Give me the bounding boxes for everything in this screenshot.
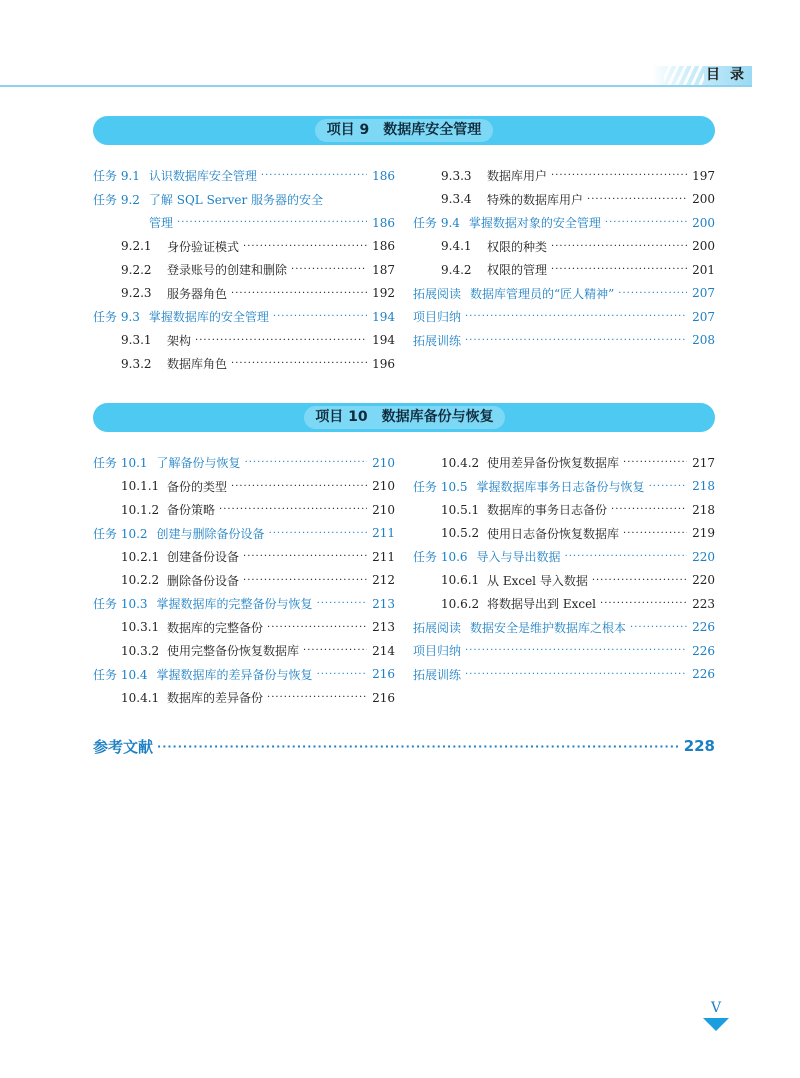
- toc-entry-page: 220: [692, 573, 715, 588]
- toc-entry-label: 从 Excel 导入数据: [487, 573, 588, 588]
- leader-dots: [605, 217, 687, 228]
- toc-entry-number: 任务 10.2: [93, 526, 148, 541]
- leader-dots: [195, 335, 367, 346]
- toc-entry-number: 10.2.1: [121, 549, 160, 564]
- toc-entry-number: 任务 10.5: [413, 479, 468, 494]
- leader-dots: [219, 504, 367, 515]
- leader-dots: [291, 264, 367, 275]
- toc-entry-label: 权限的管理: [487, 263, 548, 278]
- toc-entry-label: 项目归纳: [413, 644, 462, 659]
- toc-entry-number: 10.6.2: [441, 596, 480, 611]
- leader-dots: [630, 622, 687, 633]
- toc-entry-label: 架构: [167, 333, 192, 348]
- leader-dots: [565, 551, 687, 562]
- toc-entry-label: 创建备份设备: [167, 550, 240, 565]
- toc-entry-label: 使用差异备份恢复数据库: [487, 456, 620, 471]
- leader-dots: [465, 311, 687, 322]
- toc-entry-number: 10.1.2: [121, 502, 160, 517]
- header-title: 目录: [706, 67, 754, 83]
- toc-entry-page: 200: [692, 192, 715, 207]
- toc-entry-label: 特殊的数据库用户: [487, 192, 584, 207]
- toc-entry-page: 217: [692, 455, 715, 470]
- toc-entry-page: 194: [372, 333, 395, 348]
- section-10-title: 项目 10 数据库备份与恢复: [304, 406, 505, 429]
- toc-entry-number: 9.3.3: [441, 168, 472, 183]
- toc-entry-page: 186: [372, 239, 395, 254]
- leader-dots: [465, 645, 687, 656]
- toc-entry[interactable]: [413, 329, 715, 353]
- header-stripes-decoration: [664, 66, 704, 85]
- toc-entry[interactable]: [93, 639, 395, 663]
- leader-dots: [623, 457, 687, 468]
- toc-entry[interactable]: [93, 569, 395, 593]
- toc-entry[interactable]: [413, 498, 715, 522]
- section-10-left-column: [93, 451, 395, 710]
- toc-entry[interactable]: [413, 211, 715, 235]
- toc-entry-number: 任务 10.4: [93, 667, 148, 682]
- leader-dots: [231, 288, 367, 299]
- toc-entry-page: 212: [372, 573, 395, 588]
- toc-entry[interactable]: [93, 188, 395, 212]
- toc-entry[interactable]: [413, 188, 715, 212]
- toc-entry-page: 226: [692, 620, 715, 635]
- toc-entry-label: 了解备份与恢复: [156, 456, 241, 471]
- toc-entry-label: 数据库的事务日志备份: [487, 503, 608, 518]
- toc-entry[interactable]: [413, 663, 715, 687]
- toc-entry-number: 任务 10.6: [413, 550, 468, 565]
- toc-entry[interactable]: [93, 616, 395, 640]
- toc-entry-label: 权限的种类: [487, 239, 548, 254]
- leader-dots: [267, 622, 367, 633]
- toc-entry-page: 207: [692, 286, 715, 301]
- toc-entry-label: 将数据导出到 Excel: [487, 597, 597, 612]
- toc-entry-label: 拓展训练: [413, 667, 462, 682]
- leader-dots: [465, 669, 687, 680]
- toc-entry-number: 9.2.2: [121, 262, 152, 277]
- leader-dots: [303, 645, 367, 656]
- toc-entry[interactable]: [93, 305, 395, 329]
- toc-entry-page: 211: [372, 549, 395, 564]
- toc-entry-number: 9.4.1: [441, 239, 472, 254]
- toc-entry-number: 任务 9.3: [93, 310, 140, 325]
- toc-entry-page: 192: [372, 286, 395, 301]
- leader-dots: [157, 740, 680, 753]
- toc-entry-number: 任务 9.2: [93, 192, 140, 207]
- toc-entry[interactable]: [93, 211, 395, 235]
- toc-entry[interactable]: [93, 352, 395, 376]
- leader-dots: [269, 528, 367, 539]
- leader-dots: [267, 692, 367, 703]
- toc-entry-page: 211: [372, 526, 395, 541]
- toc-entry-number: 9.2.1: [121, 239, 152, 254]
- leader-dots: [243, 575, 367, 586]
- section-9-left-column: [93, 164, 395, 376]
- toc-entry-number: 10.1.1: [121, 479, 160, 494]
- toc-entry[interactable]: [413, 522, 715, 546]
- toc-entry-label: 掌握数据库事务日志备份与恢复: [476, 479, 645, 494]
- toc-entry-page: 201: [692, 262, 715, 277]
- toc-entry-label: 数据库的差异备份: [167, 691, 264, 706]
- toc-entry-number: 10.5.2: [441, 526, 480, 541]
- leader-dots: [273, 311, 367, 322]
- toc-entry[interactable]: [413, 282, 715, 306]
- toc-entry[interactable]: [93, 663, 395, 687]
- toc-entry-label: 使用日志备份恢复数据库: [487, 526, 620, 541]
- leader-dots: [551, 170, 687, 181]
- toc-entry-label: 数据安全是维护数据库之根本: [470, 620, 627, 635]
- toc-entry-label: 创建与删除备份设备: [156, 526, 265, 541]
- leader-dots: [317, 598, 367, 609]
- leader-dots: [592, 575, 687, 586]
- toc-entry-page: 226: [692, 667, 715, 682]
- toc-entry-number: 9.4.2: [441, 262, 472, 277]
- toc-entry-number: 10.3.1: [121, 620, 160, 635]
- toc-entry-label: 数据库角色: [167, 357, 228, 372]
- toc-entry[interactable]: [413, 616, 715, 640]
- toc-entry[interactable]: [93, 498, 395, 522]
- toc-entry-label: 数据库用户: [487, 169, 548, 184]
- toc-entry-number: 10.4.1: [121, 690, 160, 705]
- toc-entry-number: 9.3.4: [441, 192, 472, 207]
- toc-entry-number: 拓展阅读: [413, 620, 462, 635]
- toc-entry-number: 任务 10.3: [93, 597, 148, 612]
- toc-entry-page: 218: [692, 479, 715, 494]
- toc-entry[interactable]: [93, 329, 395, 353]
- leader-dots: [551, 241, 687, 252]
- page-number: V: [710, 1000, 722, 1016]
- leader-dots: [649, 481, 687, 492]
- section-9-title: 项目 9 数据库安全管理: [315, 119, 493, 142]
- toc-entry[interactable]: [93, 282, 395, 306]
- toc-entry[interactable]: [413, 475, 715, 499]
- section-10-banner: [93, 403, 715, 432]
- toc-entry-number: 10.2.2: [121, 573, 160, 588]
- toc-entry-page: 187: [372, 262, 395, 277]
- section-10-right-column: [413, 451, 715, 686]
- toc-entry[interactable]: [93, 258, 395, 282]
- toc-entry-label: 项目归纳: [413, 310, 462, 325]
- leader-dots: [245, 457, 367, 468]
- toc-entry-label: 掌握数据对象的安全管理: [468, 216, 601, 231]
- leader-dots: [231, 358, 367, 369]
- toc-entry[interactable]: [413, 639, 715, 663]
- toc-entry-number: 10.4.2: [441, 455, 480, 470]
- toc-entry-label: 数据库管理员的“匠人精神”: [470, 286, 615, 301]
- toc-entry-label: 了解 SQL Server 服务器的安全: [148, 192, 324, 207]
- toc-entry-page: 210: [372, 479, 395, 494]
- toc-entry-label: 身份验证模式: [167, 239, 240, 254]
- toc-entry-page: 218: [692, 502, 715, 517]
- toc-entry-label: 备份的类型: [167, 479, 228, 494]
- toc-entry-label: 备份策略: [167, 503, 216, 518]
- toc-entry-label: 数据库的完整备份: [167, 620, 264, 635]
- toc-entry-page: 226: [692, 643, 715, 658]
- leader-dots: [231, 481, 367, 492]
- leader-dots: [618, 288, 687, 299]
- toc-entry-number: 任务 9.1: [93, 169, 140, 184]
- toc-entry[interactable]: [93, 686, 395, 710]
- toc-entry-number: 10.6.1: [441, 573, 480, 588]
- section-9-banner: [93, 116, 715, 145]
- toc-entry-page: 186: [372, 215, 395, 230]
- toc-entry[interactable]: [413, 164, 715, 188]
- leader-dots: [243, 551, 367, 562]
- toc-entry-page: 216: [372, 690, 395, 705]
- leader-dots: [611, 504, 687, 515]
- references-label: 参考文献: [93, 737, 154, 756]
- toc-entry-page: 216: [372, 667, 395, 682]
- toc-entry-number: 10.5.1: [441, 502, 480, 517]
- toc-entry-page: 200: [692, 239, 715, 254]
- toc-entry-page: 207: [692, 309, 715, 324]
- toc-entry-label: 认识数据库安全管理: [148, 169, 257, 184]
- toc-entry-label: 掌握数据库的差异备份与恢复: [156, 667, 313, 682]
- toc-entry[interactable]: [93, 522, 395, 546]
- toc-entry-number: 9.3.2: [121, 356, 152, 371]
- toc-entry[interactable]: [93, 451, 395, 475]
- toc-entry[interactable]: [413, 258, 715, 282]
- references-page: 228: [683, 737, 715, 755]
- toc-entry-page: 220: [692, 549, 715, 564]
- leader-dots: [465, 335, 687, 346]
- toc-entry-label: 登录账号的创建和删除: [167, 263, 288, 278]
- toc-entry-page: 186: [372, 168, 395, 183]
- toc-entry[interactable]: [413, 235, 715, 259]
- toc-entry-label: 导入与导出数据: [476, 550, 561, 565]
- leader-dots: [317, 669, 367, 680]
- leader-dots: [261, 170, 367, 181]
- toc-entry-number: 任务 10.1: [93, 456, 148, 471]
- toc-entry[interactable]: [413, 545, 715, 569]
- toc-entry-page: 210: [372, 502, 395, 517]
- toc-entry-page: 194: [372, 309, 395, 324]
- toc-entry[interactable]: [93, 592, 395, 616]
- toc-entry-label: 掌握数据库的安全管理: [148, 310, 269, 325]
- toc-entry-page: 197: [692, 168, 715, 183]
- toc-entry-page: 223: [692, 596, 715, 611]
- toc-entry-label: 服务器角色: [167, 286, 228, 301]
- toc-entry-page: 213: [372, 596, 395, 611]
- toc-entry-label: 管理: [149, 216, 174, 231]
- toc-entry[interactable]: [93, 475, 395, 499]
- toc-entry[interactable]: [93, 545, 395, 569]
- leader-dots: [243, 241, 367, 252]
- leader-dots: [177, 217, 367, 228]
- leader-dots: [551, 264, 687, 275]
- toc-entry[interactable]: [413, 305, 715, 329]
- toc-entry-label: 掌握数据库的完整备份与恢复: [156, 597, 313, 612]
- toc-entry-number: 拓展阅读: [413, 286, 462, 301]
- toc-entry[interactable]: [413, 592, 715, 616]
- toc-entry[interactable]: [93, 235, 395, 259]
- toc-entry-page: 214: [372, 643, 395, 658]
- toc-entry-page: 219: [692, 526, 715, 541]
- toc-entry-page: 196: [372, 356, 395, 371]
- toc-entry-number: 任务 9.4: [413, 216, 460, 231]
- leader-dots: [623, 528, 687, 539]
- toc-entry-label: 拓展训练: [413, 333, 462, 348]
- toc-entry-label: 删除备份设备: [167, 573, 240, 588]
- toc-entry-label: 使用完整备份恢复数据库: [167, 644, 300, 659]
- toc-entry-page: 208: [692, 333, 715, 348]
- section-9-right-column: [413, 164, 715, 352]
- toc-entry[interactable]: [413, 569, 715, 593]
- toc-entry[interactable]: [413, 451, 715, 475]
- toc-entry-number: 9.3.1: [121, 333, 152, 348]
- references-entry[interactable]: [93, 735, 715, 757]
- header-rule: [0, 85, 752, 87]
- leader-dots: [587, 194, 687, 205]
- toc-entry-number: 10.3.2: [121, 643, 160, 658]
- toc-entry[interactable]: [93, 164, 395, 188]
- leader-dots: [600, 598, 687, 609]
- toc-entry-page: 210: [372, 455, 395, 470]
- toc-entry-page: 200: [692, 215, 715, 230]
- toc-entry-page: 213: [372, 620, 395, 635]
- toc-entry-number: 9.2.3: [121, 286, 152, 301]
- page-marker-triangle-icon: [703, 1018, 729, 1031]
